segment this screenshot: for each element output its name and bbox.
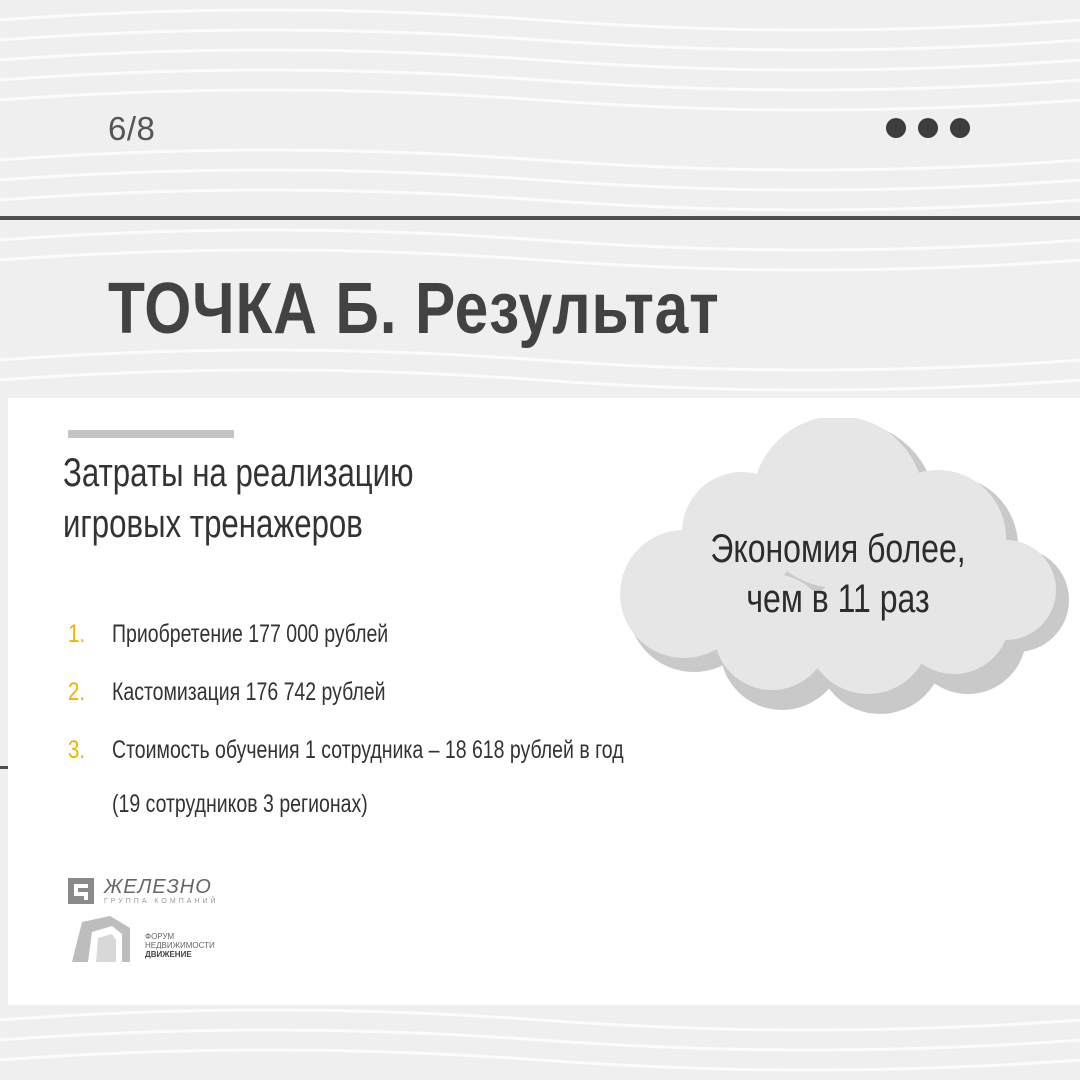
savings-line: Экономия более, [710, 527, 966, 571]
header-divider [0, 216, 1080, 220]
list-item-number: 2. [68, 678, 86, 706]
dot [886, 118, 906, 138]
forum-logo-icon [68, 914, 138, 964]
page-counter: 6/8 [108, 110, 156, 147]
slide-card [8, 398, 1080, 1005]
forum-logo-line: ФОРУМ [145, 932, 175, 941]
savings-callout [686, 524, 990, 624]
savings-line: чем в 11 раз [746, 577, 930, 621]
list-item-text: Стоимость обучения 1 сотрудника – 18 618 рублей в год [112, 736, 624, 764]
dot [950, 118, 970, 138]
list-item-text: Кастомизация 176 742 рублей [112, 678, 386, 706]
zhelezno-logo-subtitle: ГРУППА КОМПАНИЙ [104, 898, 219, 905]
zhelezno-logo-name: ЖЕЛЕЗНО [104, 876, 212, 898]
slide-heading-line: Затраты на реализацию [63, 451, 414, 495]
forum-logo-text [145, 932, 215, 959]
page-title: ТОЧКА Б. Результат [108, 269, 720, 349]
heading-accent-bar [68, 430, 234, 438]
cost-note: (19 сотрудников 3 регионах) [112, 790, 368, 818]
dot [918, 118, 938, 138]
list-item-text: Приобретение 177 000 рублей [112, 620, 389, 648]
list-item-number: 3. [68, 736, 86, 764]
slide-heading [63, 448, 430, 550]
forum-logo-line: ДВИЖЕНИЕ [145, 950, 192, 959]
slide-heading-line: игровых тренажеров [63, 502, 363, 546]
list-item-number: 1. [68, 620, 86, 648]
forum-logo-line: НЕДВИЖИМОСТИ [145, 941, 215, 950]
more-dots-icon[interactable] [886, 118, 970, 138]
